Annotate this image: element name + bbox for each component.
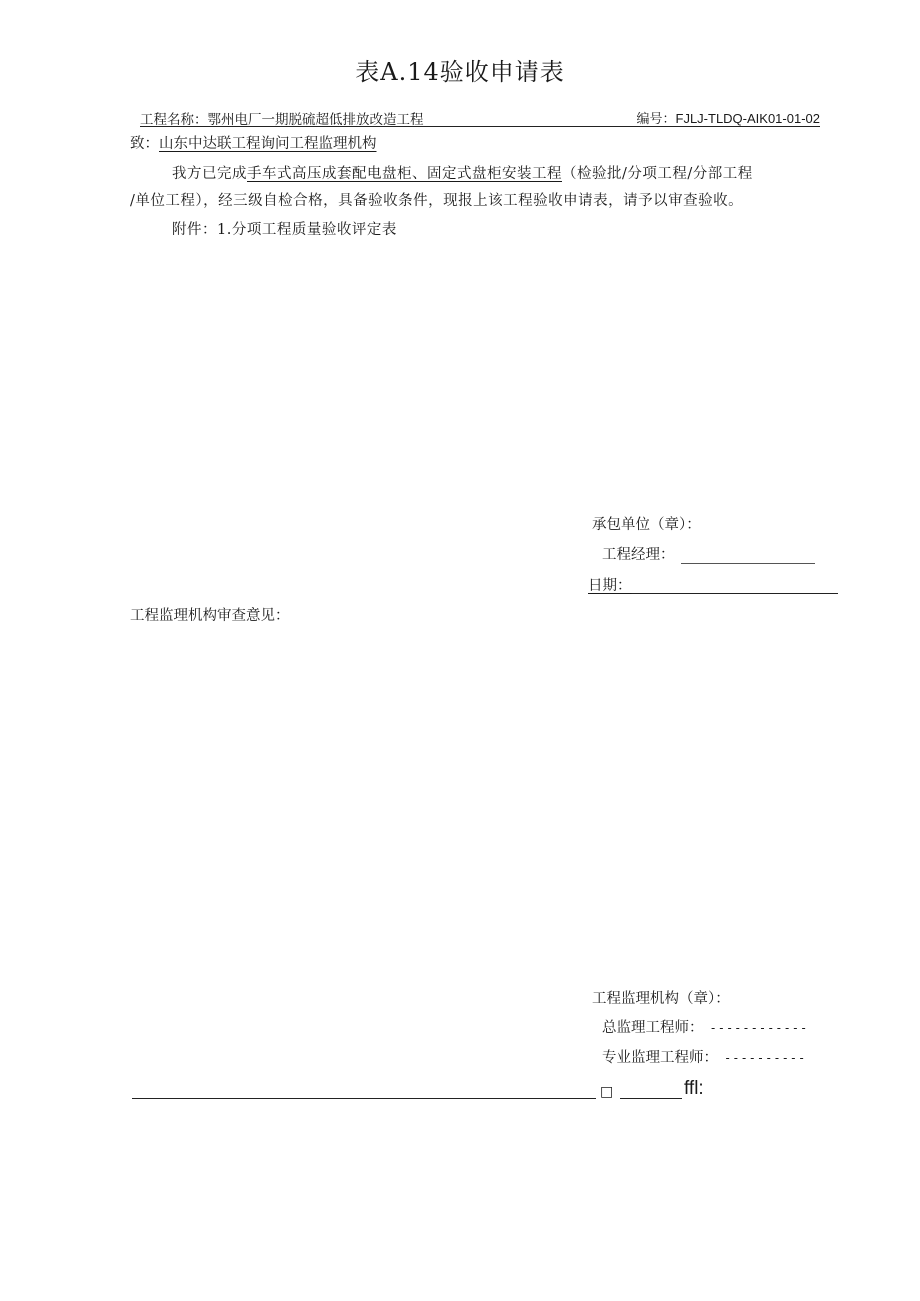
- footer-underline-long: [132, 1098, 596, 1099]
- body-paragraph-line-1: [172, 162, 753, 183]
- checkbox-glyph: □: [600, 1084, 614, 1100]
- contractor-unit-label: 承包单位（章）：: [592, 517, 701, 533]
- project-manager-row: [602, 543, 815, 564]
- chief-engineer-row: [602, 1016, 808, 1037]
- body-prefix: 我方已完成: [172, 166, 247, 182]
- chief-engineer-label: 总监理工程师：: [602, 1020, 704, 1036]
- body-paragraph-line-2: /单位工程），经三级自检合格，具备验收条件，现报上该工程验收申请表，请予以审查验收。: [130, 193, 744, 209]
- specialist-engineer-label: 专业监理工程师：: [602, 1050, 718, 1066]
- supervision-org-label: 工程监理机构（章）：: [592, 991, 730, 1007]
- addressee-org: 山东中达联工程询问工程监理机构: [159, 136, 377, 152]
- body-project-name: 手车式高压成套配电盘柜、固定式盘柜安装工程: [247, 166, 562, 182]
- project-manager-label: 工程经理：: [602, 547, 675, 563]
- chief-engineer-dashes: ------------: [709, 1021, 809, 1035]
- contractor-date-row: [588, 574, 838, 594]
- review-opinion-label: 工程监理机构审查意见：: [130, 608, 290, 624]
- specialist-engineer-row: [602, 1046, 806, 1067]
- specialist-engineer-dashes: ----------: [724, 1051, 807, 1065]
- addressee-line: [130, 132, 377, 153]
- footer-underline-short: [620, 1098, 682, 1099]
- manager-signature-line: [681, 549, 815, 564]
- project-number: 编号：FJLJ-TLDQ-AIK01-01-02: [636, 111, 820, 126]
- body-suffix: （检验批/分项工程/分部工程: [562, 166, 753, 182]
- contractor-date-label: 日期：: [588, 578, 632, 594]
- addressee-prefix: 致：: [130, 136, 159, 152]
- attachment-line: 附件：1.分项工程质量验收评定表: [172, 222, 397, 238]
- footer-trailing-text: ffl:: [684, 1078, 704, 1099]
- form-title: 表A.14验收申请表: [355, 58, 565, 86]
- project-line: [140, 108, 820, 127]
- project-name: 工程名称：鄂州电厂一期脱硫超低排放改造工程: [140, 112, 424, 128]
